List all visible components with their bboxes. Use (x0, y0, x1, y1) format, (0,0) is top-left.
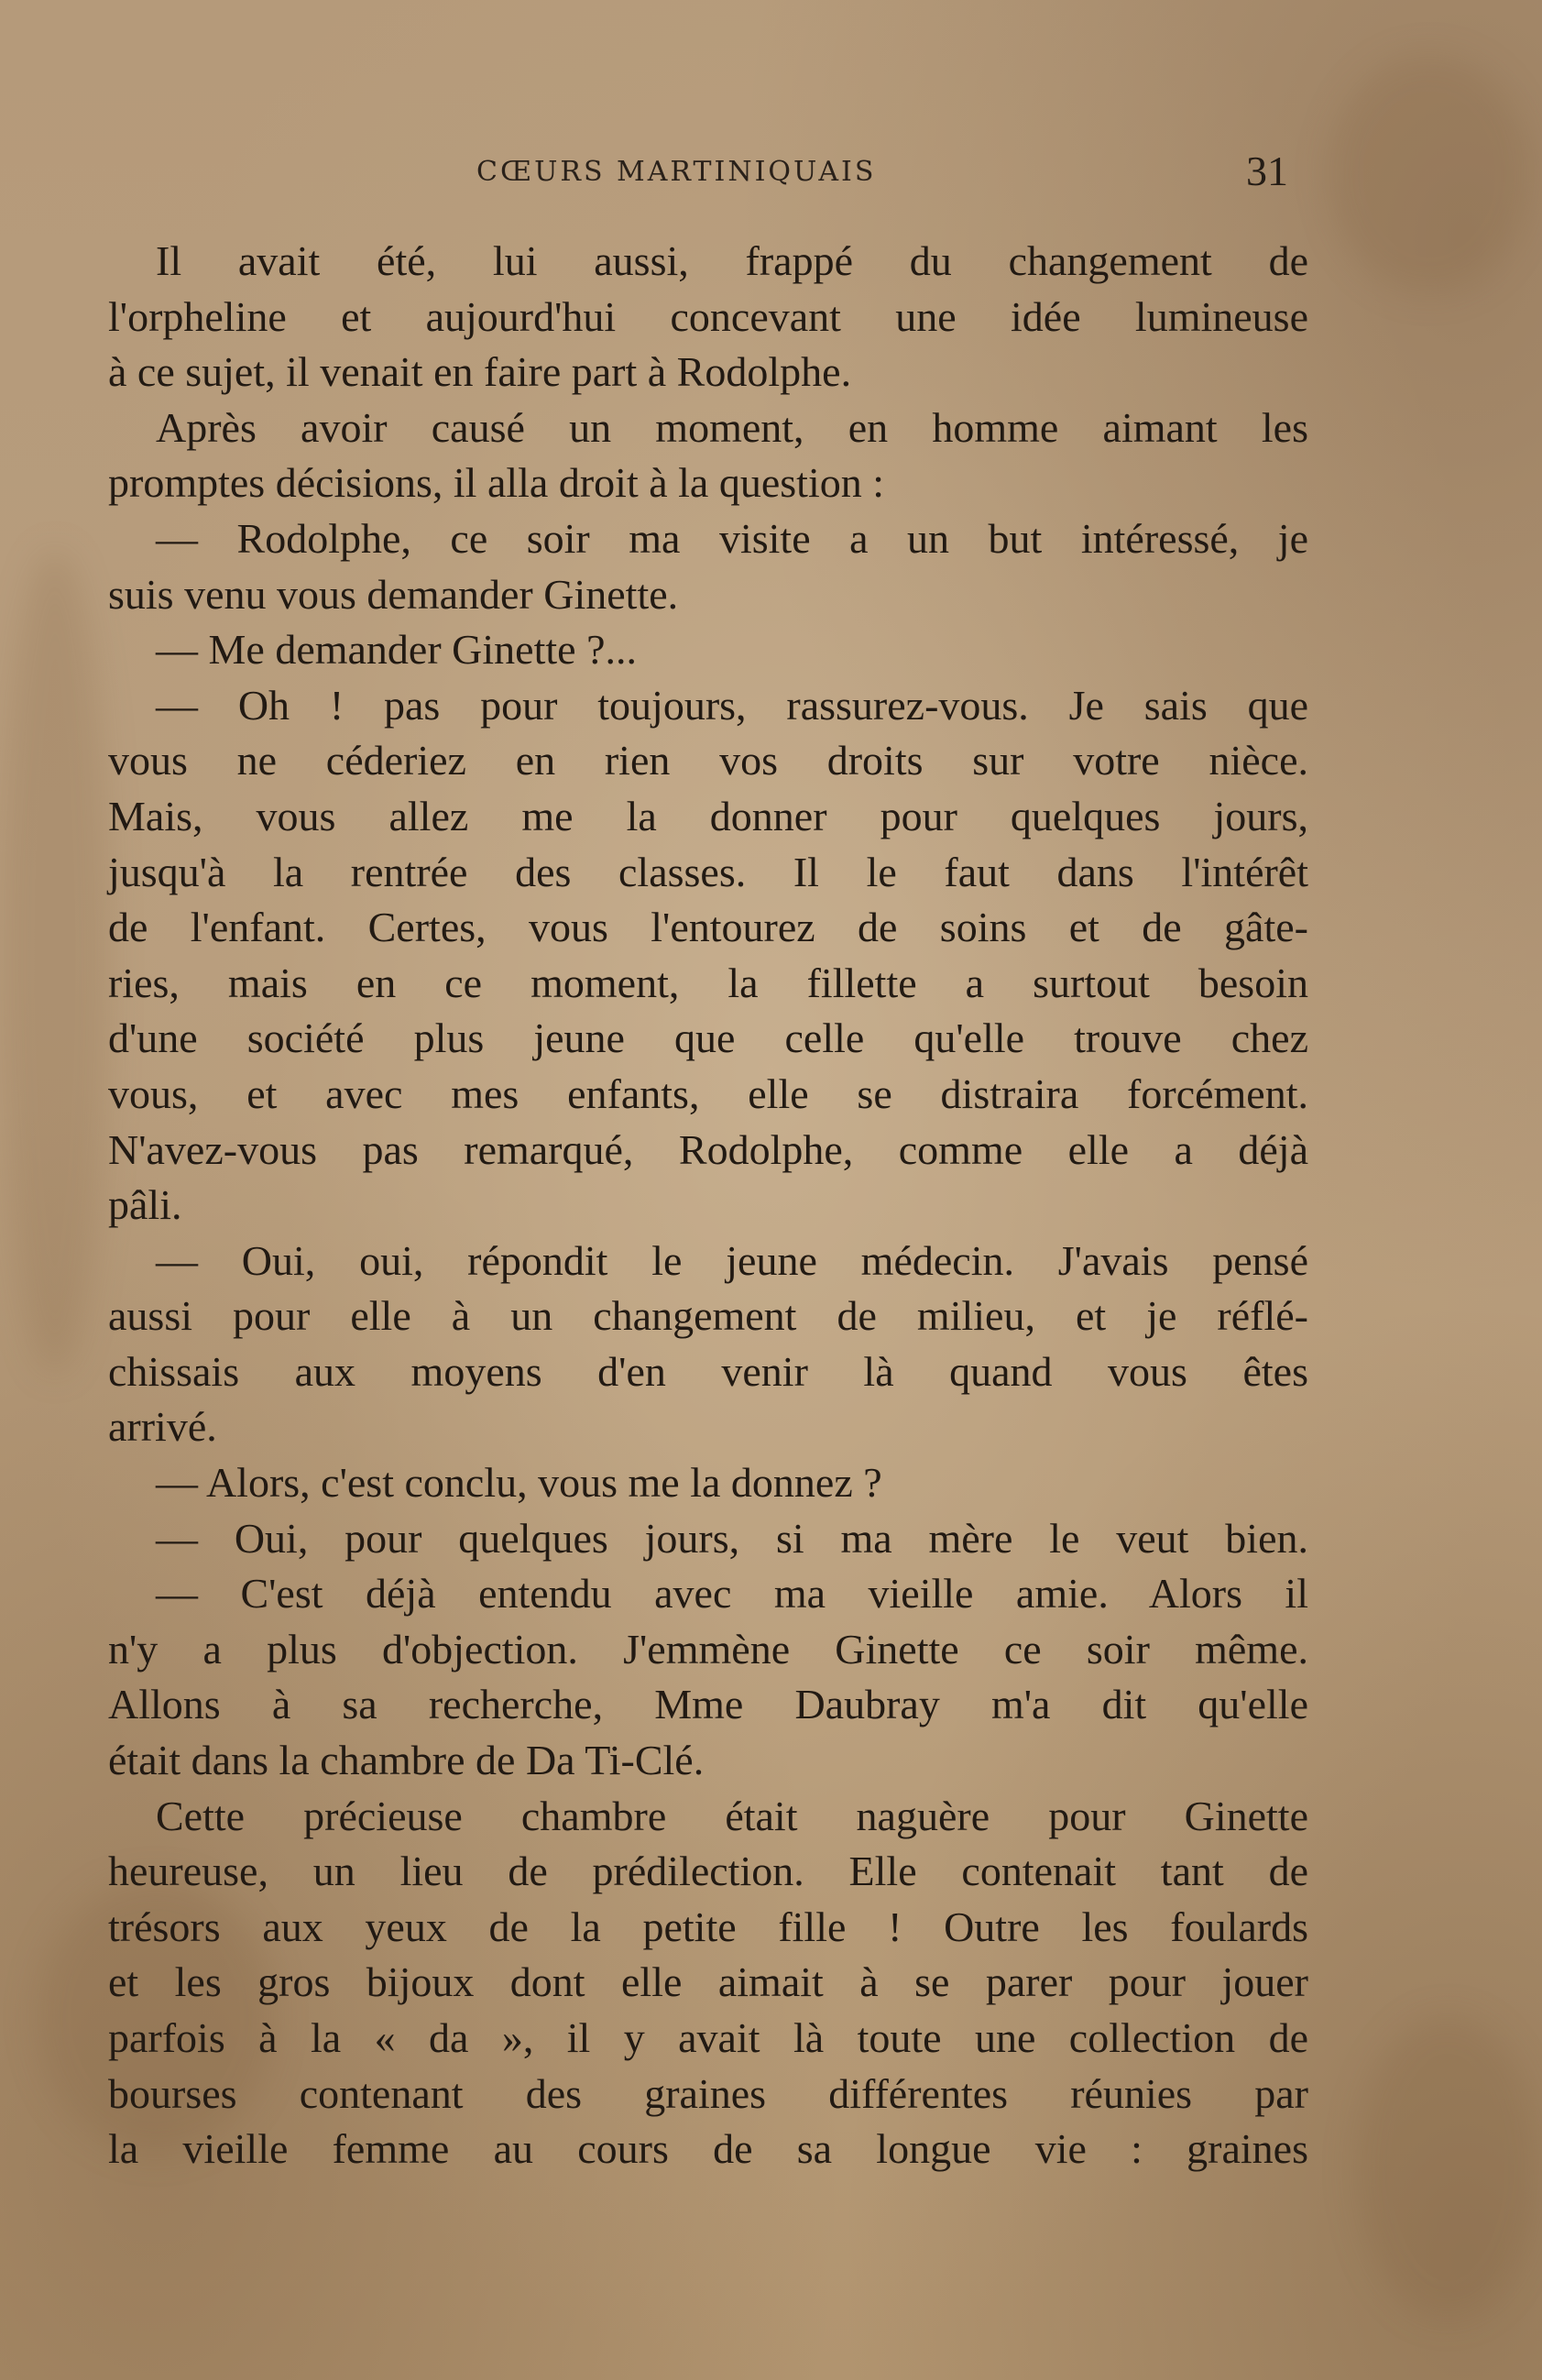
text-line: vous ne céderiez en rien vos droits sur votre nièce. (108, 737, 1308, 784)
paper-stain (0, 550, 110, 1375)
body-text (108, 234, 1308, 2177)
text-line: à ce sujet, il venait en faire part à Rodolphe. (108, 348, 852, 396)
text-line: — Alors, c'est conclu, vous me la donnez ? (156, 1459, 882, 1507)
text-line: pâli. (108, 1181, 182, 1229)
text-line: Mais, vous allez me la donner pour quelques jours, (108, 792, 1308, 839)
text-line: Il avait été, lui aussi, frappé du changement de (156, 237, 1308, 284)
text-line: Allons à sa recherche, Mme Daubray m'a dit qu'elle (108, 1681, 1308, 1728)
text-line: ries, mais en ce moment, la fillette a surtout besoin (108, 959, 1308, 1006)
text-line: vous, et avec mes enfants, elle se distraira forcément. (108, 1069, 1308, 1117)
text-line: N'avez-vous pas remarqué, Rodolphe, comme elle a déjà (108, 1125, 1308, 1173)
running-title: CŒURS MARTINIQUAIS (476, 156, 877, 188)
text-line: — Me demander Ginette ?... (156, 626, 637, 674)
text-line: était dans la chambre de Da Ti-Clé. (108, 1737, 705, 1784)
paper-stain (1356, 2016, 1539, 2319)
text-line: — Oui, pour quelques jours, si ma mère le veut bien. (156, 1514, 1308, 1562)
text-line: — Oui, oui, répondit le jeune médecin. J'avais pensé (156, 1236, 1308, 1284)
text-line: et les gros bijoux dont elle aimait à se parer pour jouer (108, 1958, 1308, 2006)
text-line: — Rodolphe, ce soir ma visite a un but intéressé, je (156, 514, 1308, 562)
text-line: Cette précieuse chambre était naguère pour Ginette (156, 1792, 1308, 1839)
text-line: heureuse, un lieu de prédilection. Elle contenait tant de (108, 1848, 1308, 1895)
page-number: 31 (1246, 148, 1288, 194)
text-line: arrivé. (108, 1403, 217, 1451)
text-line: suis venu vous demander Ginette. (108, 570, 679, 618)
text-line: bourses contenant des graines différentes réunies par (108, 2069, 1308, 2117)
text-line: n'y a plus d'objection. J'emmène Ginette ce soir même. (108, 1625, 1308, 1673)
text-line: d'une société plus jeune que celle qu'elle trouve chez (108, 1015, 1308, 1062)
text-line: trésors aux yeux de la petite fille ! Outre les foulards (108, 1903, 1308, 1950)
text-line: chissais aux moyens d'en venir là quand vous êtes (108, 1347, 1308, 1395)
page-header (0, 147, 1542, 202)
text-line: de l'enfant. Certes, vous l'entourez de soins et de gâte- (108, 904, 1308, 951)
text-line: l'orpheline et aujourd'hui concevant une idée lumineuse (108, 292, 1308, 340)
text-line: la vieille femme au cours de sa longue vie : graines (108, 2125, 1308, 2173)
text-line: parfois à la « da », il y avait là toute une collection de (108, 2014, 1308, 2061)
text-line: jusqu'à la rentrée des classes. Il le faut dans l'intérêt (108, 848, 1308, 895)
text-line: Après avoir causé un moment, en homme aimant les (156, 403, 1308, 451)
text-line: — Oh ! pas pour toujours, rassurez-vous. Je sais que (156, 681, 1308, 729)
text-line: promptes décisions, il alla droit à la question : (108, 459, 885, 507)
text-line: aussi pour elle à un changement de milieu, et je réflé- (108, 1292, 1308, 1340)
text-line: — C'est déjà entendu avec ma vieille amie. Alors il (156, 1570, 1308, 1618)
